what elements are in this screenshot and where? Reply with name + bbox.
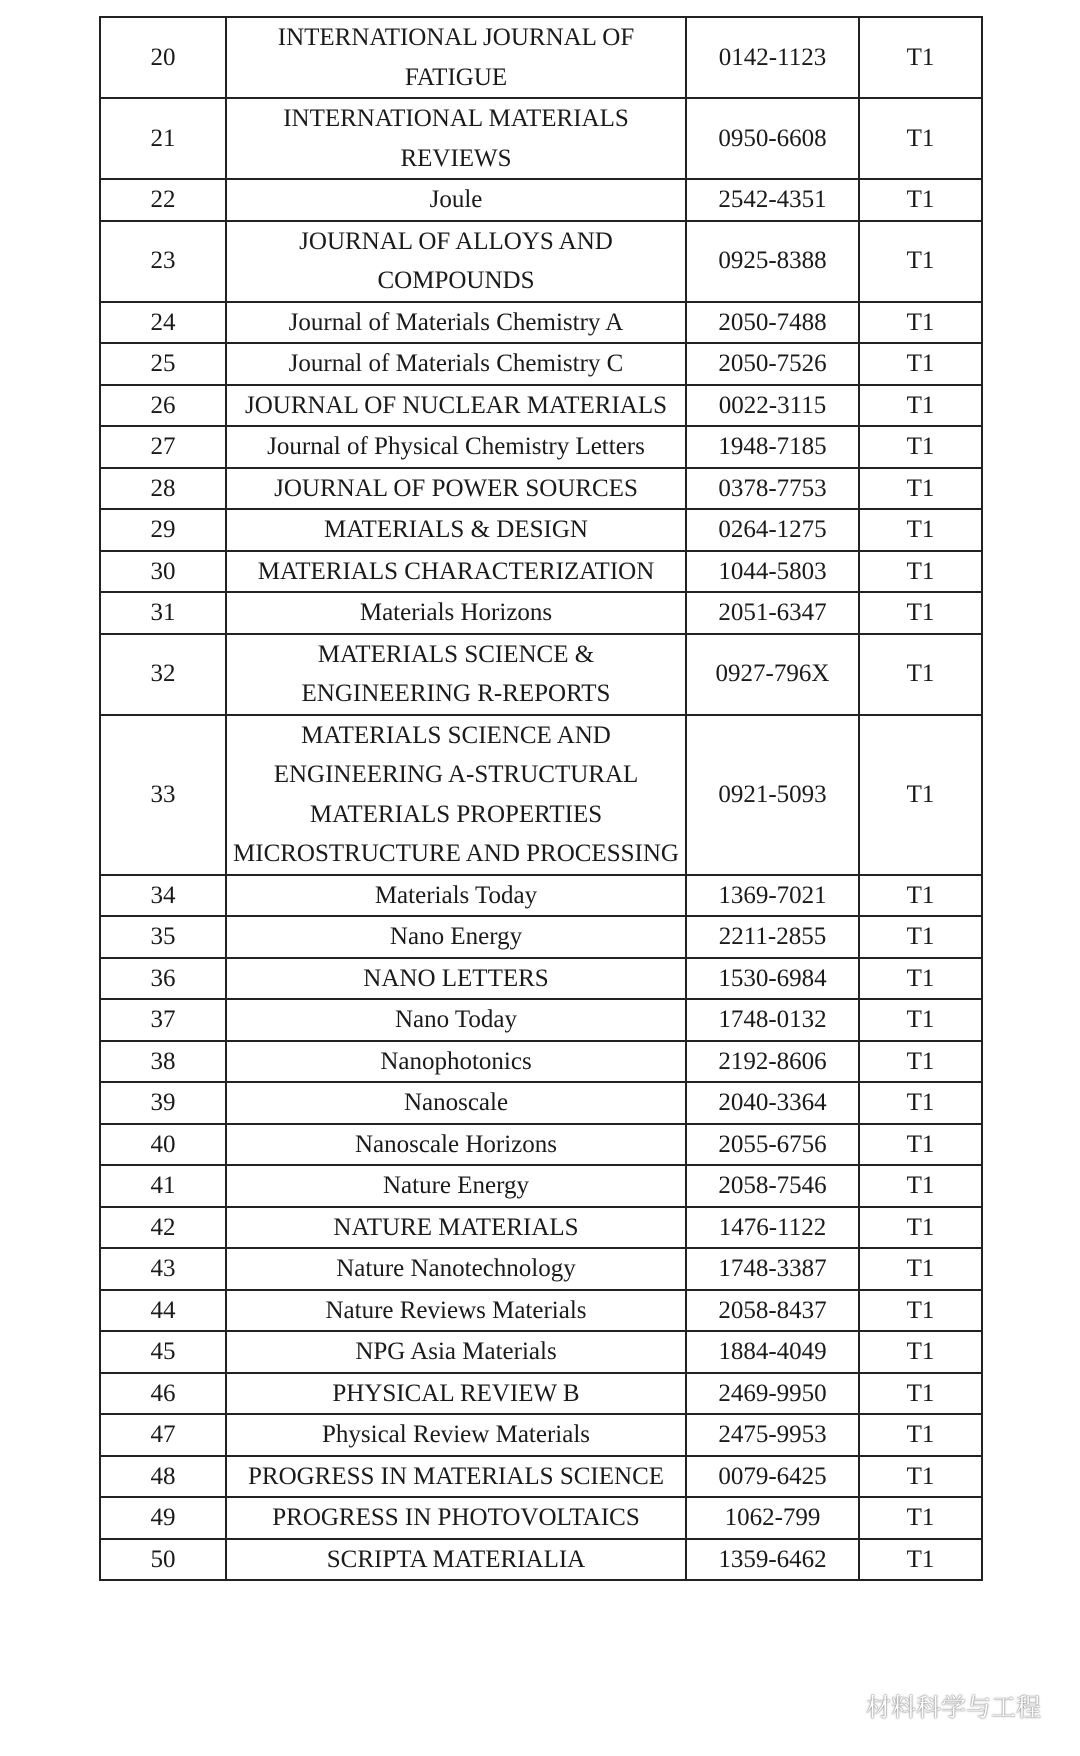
journal-issn: 1748-0132 [686, 999, 859, 1041]
journal-issn: 2058-8437 [686, 1290, 859, 1332]
watermark [818, 1688, 1041, 1724]
journal-tier: T1 [859, 1456, 982, 1498]
row-number: 46 [100, 1373, 226, 1415]
journal-name: NPG Asia Materials [226, 1331, 686, 1373]
table-row [100, 1414, 982, 1456]
journal-issn: 2058-7546 [686, 1165, 859, 1207]
row-number: 47 [100, 1414, 226, 1456]
row-number: 20 [100, 17, 226, 98]
table-row [100, 715, 982, 875]
row-number: 37 [100, 999, 226, 1041]
journal-tier: T1 [859, 1290, 982, 1332]
journal-name: Nanophotonics [226, 1041, 686, 1083]
table-row [100, 1124, 982, 1166]
journal-tier: T1 [859, 302, 982, 344]
table-row [100, 1456, 982, 1498]
journal-issn: 2211-2855 [686, 916, 859, 958]
journal-issn: 1062-799 [686, 1497, 859, 1539]
journal-issn: 1369-7021 [686, 875, 859, 917]
row-number: 45 [100, 1331, 226, 1373]
table-row [100, 98, 982, 179]
journal-name: PROGRESS IN MATERIALS SCIENCE [226, 1456, 686, 1498]
journal-issn: 1359-6462 [686, 1539, 859, 1581]
journal-name: MATERIALS SCIENCE AND ENGINEERING A-STRUCTURAL MATERIALS PROPERTIES MICROSTRUCTURE AND PROCESSING [226, 715, 686, 875]
row-number: 23 [100, 221, 226, 302]
journal-name: MATERIALS CHARACTERIZATION [226, 551, 686, 593]
table-row [100, 385, 982, 427]
journal-tier: T1 [859, 509, 982, 551]
table-row [100, 1539, 982, 1581]
row-number: 35 [100, 916, 226, 958]
table-row [100, 551, 982, 593]
table-row [100, 875, 982, 917]
row-number: 41 [100, 1165, 226, 1207]
journal-issn: 0925-8388 [686, 221, 859, 302]
table-row [100, 958, 982, 1000]
journal-issn: 2542-4351 [686, 179, 859, 221]
journal-issn: 0079-6425 [686, 1456, 859, 1498]
table-row [100, 179, 982, 221]
journal-tier: T1 [859, 1082, 982, 1124]
journal-issn: 0927-796X [686, 634, 859, 715]
journal-tier: T1 [859, 551, 982, 593]
journal-issn: 2050-7526 [686, 343, 859, 385]
journal-tier: T1 [859, 1539, 982, 1581]
row-number: 22 [100, 179, 226, 221]
row-number: 42 [100, 1207, 226, 1249]
journal-name: NATURE MATERIALS [226, 1207, 686, 1249]
journal-issn: 0950-6608 [686, 98, 859, 179]
journal-issn: 2475-9953 [686, 1414, 859, 1456]
journal-issn: 1530-6984 [686, 958, 859, 1000]
journal-name: Materials Horizons [226, 592, 686, 634]
journal-name: MATERIALS & DESIGN [226, 509, 686, 551]
journal-tier: T1 [859, 875, 982, 917]
journal-tier: T1 [859, 1165, 982, 1207]
journal-issn: 0378-7753 [686, 468, 859, 510]
journal-issn: 1748-3387 [686, 1248, 859, 1290]
row-number: 31 [100, 592, 226, 634]
journal-tier: T1 [859, 1041, 982, 1083]
journal-name: Physical Review Materials [226, 1414, 686, 1456]
row-number: 28 [100, 468, 226, 510]
watermark-text: 材料科学与工程 [866, 1693, 1042, 1722]
row-number: 29 [100, 509, 226, 551]
table-row [100, 302, 982, 344]
journal-name: Nanoscale Horizons [226, 1124, 686, 1166]
journal-issn: 1044-5803 [686, 551, 859, 593]
journal-tier: T1 [859, 634, 982, 715]
table-row [100, 1041, 982, 1083]
journal-tier: T1 [859, 98, 982, 179]
journal-name: SCRIPTA MATERIALIA [226, 1539, 686, 1581]
table-row [100, 1497, 982, 1539]
journal-tier: T1 [859, 1414, 982, 1456]
journal-issn: 2040-3364 [686, 1082, 859, 1124]
table-row [100, 916, 982, 958]
journal-name: Nature Energy [226, 1165, 686, 1207]
table-row [100, 426, 982, 468]
journal-name: Journal of Materials Chemistry C [226, 343, 686, 385]
table-row [100, 509, 982, 551]
journal-issn: 2469-9950 [686, 1373, 859, 1415]
row-number: 39 [100, 1082, 226, 1124]
journal-name: INTERNATIONAL MATERIALS REVIEWS [226, 98, 686, 179]
journal-issn: 2051-6347 [686, 592, 859, 634]
journal-tier: T1 [859, 426, 982, 468]
journal-tier: T1 [859, 715, 982, 875]
row-number: 24 [100, 302, 226, 344]
row-number: 33 [100, 715, 226, 875]
journal-tier: T1 [859, 592, 982, 634]
journal-name: Nano Energy [226, 916, 686, 958]
journal-issn: 1884-4049 [686, 1331, 859, 1373]
journal-tier: T1 [859, 999, 982, 1041]
journal-name: Journal of Materials Chemistry A [226, 302, 686, 344]
row-number: 48 [100, 1456, 226, 1498]
row-number: 36 [100, 958, 226, 1000]
row-number: 49 [100, 1497, 226, 1539]
table-row [100, 592, 982, 634]
journal-issn: 2050-7488 [686, 302, 859, 344]
journal-tier: T1 [859, 221, 982, 302]
journal-tier: T1 [859, 1124, 982, 1166]
row-number: 27 [100, 426, 226, 468]
journal-issn: 0921-5093 [686, 715, 859, 875]
journal-issn: 2055-6756 [686, 1124, 859, 1166]
row-number: 21 [100, 98, 226, 179]
journal-issn: 0142-1123 [686, 17, 859, 98]
journal-tier: T1 [859, 179, 982, 221]
table-row [100, 1373, 982, 1415]
journal-issn: 0022-3115 [686, 385, 859, 427]
row-number: 32 [100, 634, 226, 715]
table-row [100, 1082, 982, 1124]
journal-name: PROGRESS IN PHOTOVOLTAICS [226, 1497, 686, 1539]
journal-tier: T1 [859, 1373, 982, 1415]
table-row [100, 1207, 982, 1249]
journal-tier: T1 [859, 385, 982, 427]
journal-name: Journal of Physical Chemistry Letters [226, 426, 686, 468]
journal-tier: T1 [859, 1497, 982, 1539]
journal-name: JOURNAL OF POWER SOURCES [226, 468, 686, 510]
row-number: 50 [100, 1539, 226, 1581]
journal-name: PHYSICAL REVIEW B [226, 1373, 686, 1415]
table-row [100, 17, 982, 98]
table-row [100, 1331, 982, 1373]
journal-name: Joule [226, 179, 686, 221]
table-row [100, 634, 982, 715]
journal-table [99, 16, 983, 1581]
row-number: 30 [100, 551, 226, 593]
table-row [100, 1248, 982, 1290]
row-number: 40 [100, 1124, 226, 1166]
journal-name: NANO LETTERS [226, 958, 686, 1000]
journal-tier: T1 [859, 1207, 982, 1249]
journal-tier: T1 [859, 916, 982, 958]
table-row [100, 343, 982, 385]
journal-name: Materials Today [226, 875, 686, 917]
row-number: 26 [100, 385, 226, 427]
journal-name: Nature Reviews Materials [226, 1290, 686, 1332]
journal-name: MATERIALS SCIENCE & ENGINEERING R-REPORTS [226, 634, 686, 715]
table-row [100, 468, 982, 510]
table-row [100, 1290, 982, 1332]
journal-tier: T1 [859, 17, 982, 98]
row-number: 43 [100, 1248, 226, 1290]
journal-issn: 2192-8606 [686, 1041, 859, 1083]
journal-issn: 0264-1275 [686, 509, 859, 551]
journal-issn: 1476-1122 [686, 1207, 859, 1249]
journal-name: JOURNAL OF NUCLEAR MATERIALS [226, 385, 686, 427]
table-row [100, 221, 982, 302]
table-row [100, 1165, 982, 1207]
journal-name: Nature Nanotechnology [226, 1248, 686, 1290]
row-number: 38 [100, 1041, 226, 1083]
row-number: 44 [100, 1290, 226, 1332]
journal-tier: T1 [859, 1248, 982, 1290]
row-number: 25 [100, 343, 226, 385]
table-body [100, 17, 982, 1580]
journal-issn: 1948-7185 [686, 426, 859, 468]
journal-tier: T1 [859, 958, 982, 1000]
journal-name: JOURNAL OF ALLOYS AND COMPOUNDS [226, 221, 686, 302]
table-row [100, 999, 982, 1041]
journal-tier: T1 [859, 343, 982, 385]
journal-name: Nanoscale [226, 1082, 686, 1124]
journal-tier: T1 [859, 1331, 982, 1373]
journal-name: Nano Today [226, 999, 686, 1041]
journal-name: INTERNATIONAL JOURNAL OF FATIGUE [226, 17, 686, 98]
journal-tier: T1 [859, 468, 982, 510]
row-number: 34 [100, 875, 226, 917]
wechat-icon [818, 1687, 858, 1725]
